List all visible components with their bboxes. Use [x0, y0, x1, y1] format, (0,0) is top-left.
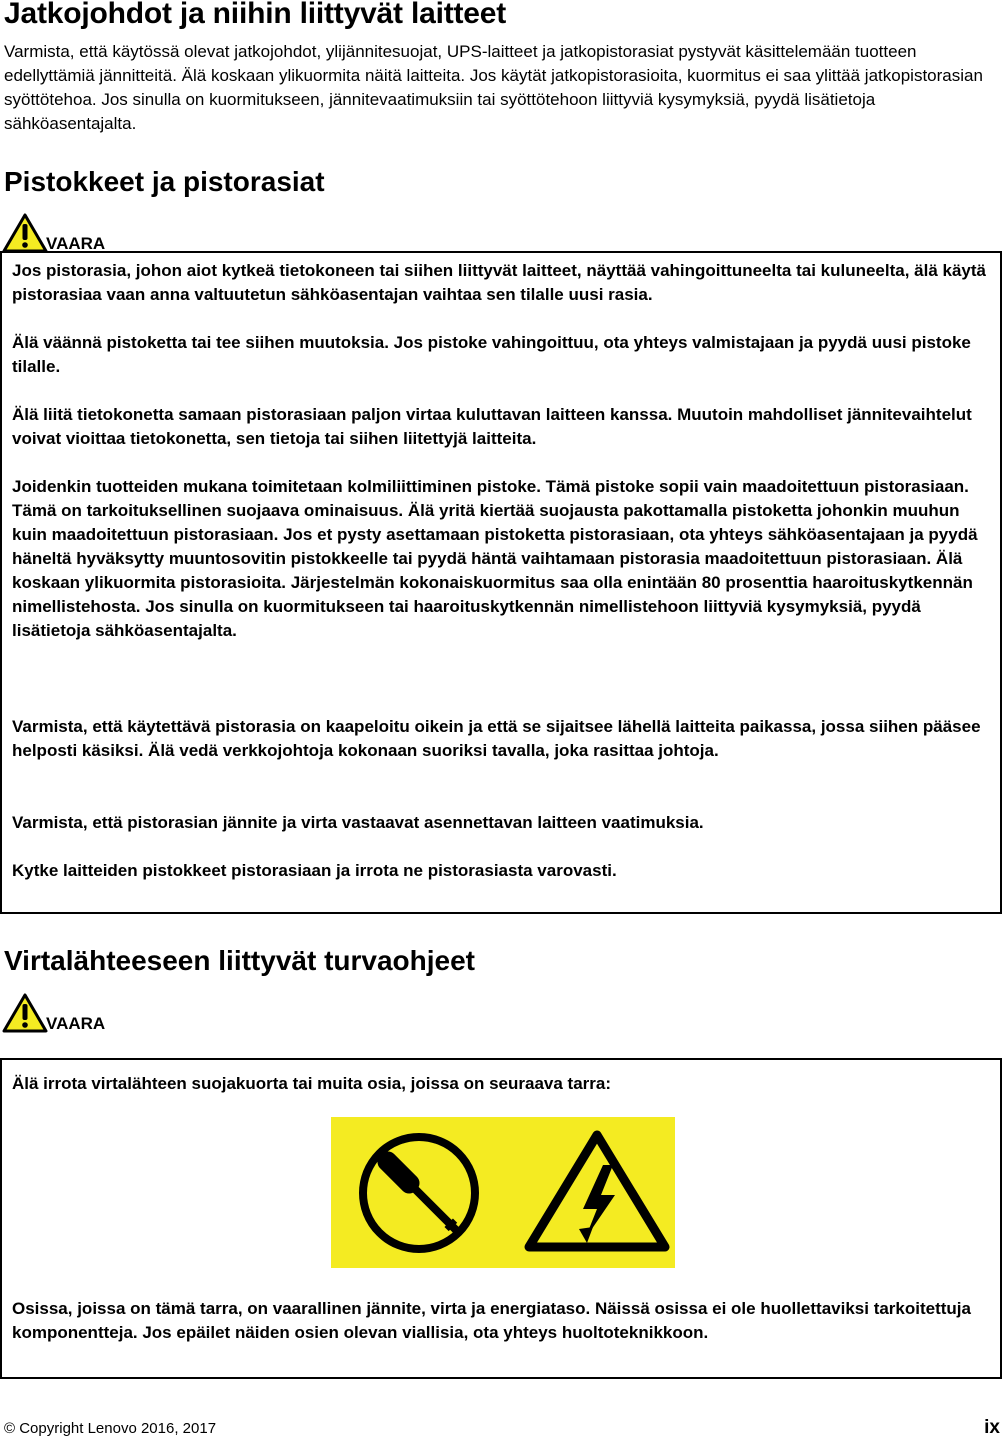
warning-paragraph: Älä irrota virtalähteen suojakuorta tai muita osia, joissa on seuraava tarra: — [12, 1074, 611, 1093]
high-voltage-icon — [529, 1135, 665, 1247]
warning-box-plugs — [0, 251, 1002, 914]
warning-paragraph: Älä liitä tietokonetta samaan pistorasiaan paljon virtaa kuluttavan laitteen kanssa. Muutoin mahdolliset jännitevaihtelut voivat vioittaa tietokonetta, sen tietoja tai siihen liitettyjä laitteita. — [12, 405, 972, 448]
section-body-extension-cords: Varmista, että käytössä olevat jatkojohdot, ylijännitesuojat, UPS-laitteet ja jatkopistorasiat pystyvät käsittelemään tuotteen edellyttämiä jännitteitä. Älä koskaan ylikuormita näitä laitteita. Jos käytät jatkopistorasioita, kuormitus ei saa ylittää jatkopistorasian syöttötehoa. Jos sinulla on kuormitukseen, jännitevaatimuksiin tai syöttötehoon liittyviä kysymyksiä, pyydä lisätietoja sähköasentajalta. — [4, 42, 983, 133]
section-title-plugs-outlets: Pistokkeet ja pistorasiat — [4, 166, 325, 197]
warning-triangle-icon — [2, 212, 48, 254]
warning-paragraph: Varmista, että pistorasian jännite ja virta vastaavat asennettavan laitteen vaatimuksia. — [12, 813, 704, 832]
section-title-extension-cords: Jatkojohdot ja niihin liittyvät laitteet — [4, 0, 507, 30]
hazard-label-sticker — [331, 1117, 675, 1268]
warning-paragraph: Älä väännä pistoketta tai tee siihen muutoksia. Jos pistoke vahingoittuu, ota yhteys valmistajaan ja pyydä uusi pistoke tilalle. — [12, 333, 971, 376]
warning-paragraph: Osissa, joissa on tämä tarra, on vaarallinen jännite, virta ja energiataso. Näissä osissa ei ole huollettaviksi tarkoitettuja komponentteja. Jos epäilet näiden osien olevan viallisia, ota yhteys huoltoteknikkoon. — [12, 1299, 971, 1342]
warning-paragraph: Joidenkin tuotteiden mukana toimitetaan kolmiliittiminen pistoke. Tämä pistoke sopii vain maadoitettuun pistorasiaan. Tämä on tarkoituksellinen suojaava ominaisuus. Älä yritä kiertää suojausta pakottamalla pistoketta johonkin muuhun kuin maadoitettuun pistorasiaan. Jos et pysty asettamaan pistoketta pistorasiaan, ota yhteys sähköasentajaan ja pyydä häneltä hyväksytty muuntosovitin pistokkeelle tai pyydä häntä vaihtamaan pistorasia maadoitettuun pistorasiaan. Älä koskaan ylikuormita pistorasioita. Järjestelmän kokonaiskuormitus saa olla enintään 80 prosenttia haaroituskytkennän nimellistehosta. Jos sinulla on kuormitukseen tai haaroituskytkennän nimellistehoon liittyviä kysymyksiä, pyydä lisätietoja sähköasentajalta. — [12, 477, 978, 640]
warning-label: VAARA — [46, 1014, 106, 1033]
copyright-footer: © Copyright Lenovo 2016, 2017 — [4, 1420, 217, 1437]
warning-header — [2, 212, 105, 254]
warning-triangle-icon — [2, 992, 48, 1034]
warning-paragraph: Varmista, että käytettävä pistorasia on kaapeloitu oikein ja että se sijaitsee lähellä laitteita paikassa, jossa siihen pääsee helposti käsiksi. Älä vedä verkkojohtoja kokonaan suoriksi tavalla, joka rasittaa johtoja. — [12, 717, 981, 760]
warning-paragraph: Jos pistorasia, johon aiot kytkeä tietokoneen tai siihen liittyvät laitteet, näyttää vahingoittuneelta tai kuluneelta, älä käytä pistorasiaa vaan anna valtuutetun sähköasentajan vaihtaa sen tilalle uusi rasia. — [12, 261, 986, 304]
warning-header — [2, 992, 105, 1034]
warning-paragraph: Kytke laitteiden pistokkeet pistorasiaan ja irrota ne pistorasiasta varovasti. — [12, 861, 617, 880]
warning-label: VAARA — [46, 234, 106, 253]
section-title-power-supply: Virtalähteeseen liittyvät turvaohjeet — [4, 945, 475, 976]
no-screwdriver-icon — [363, 1137, 475, 1249]
page-number: ix — [984, 1417, 1000, 1438]
